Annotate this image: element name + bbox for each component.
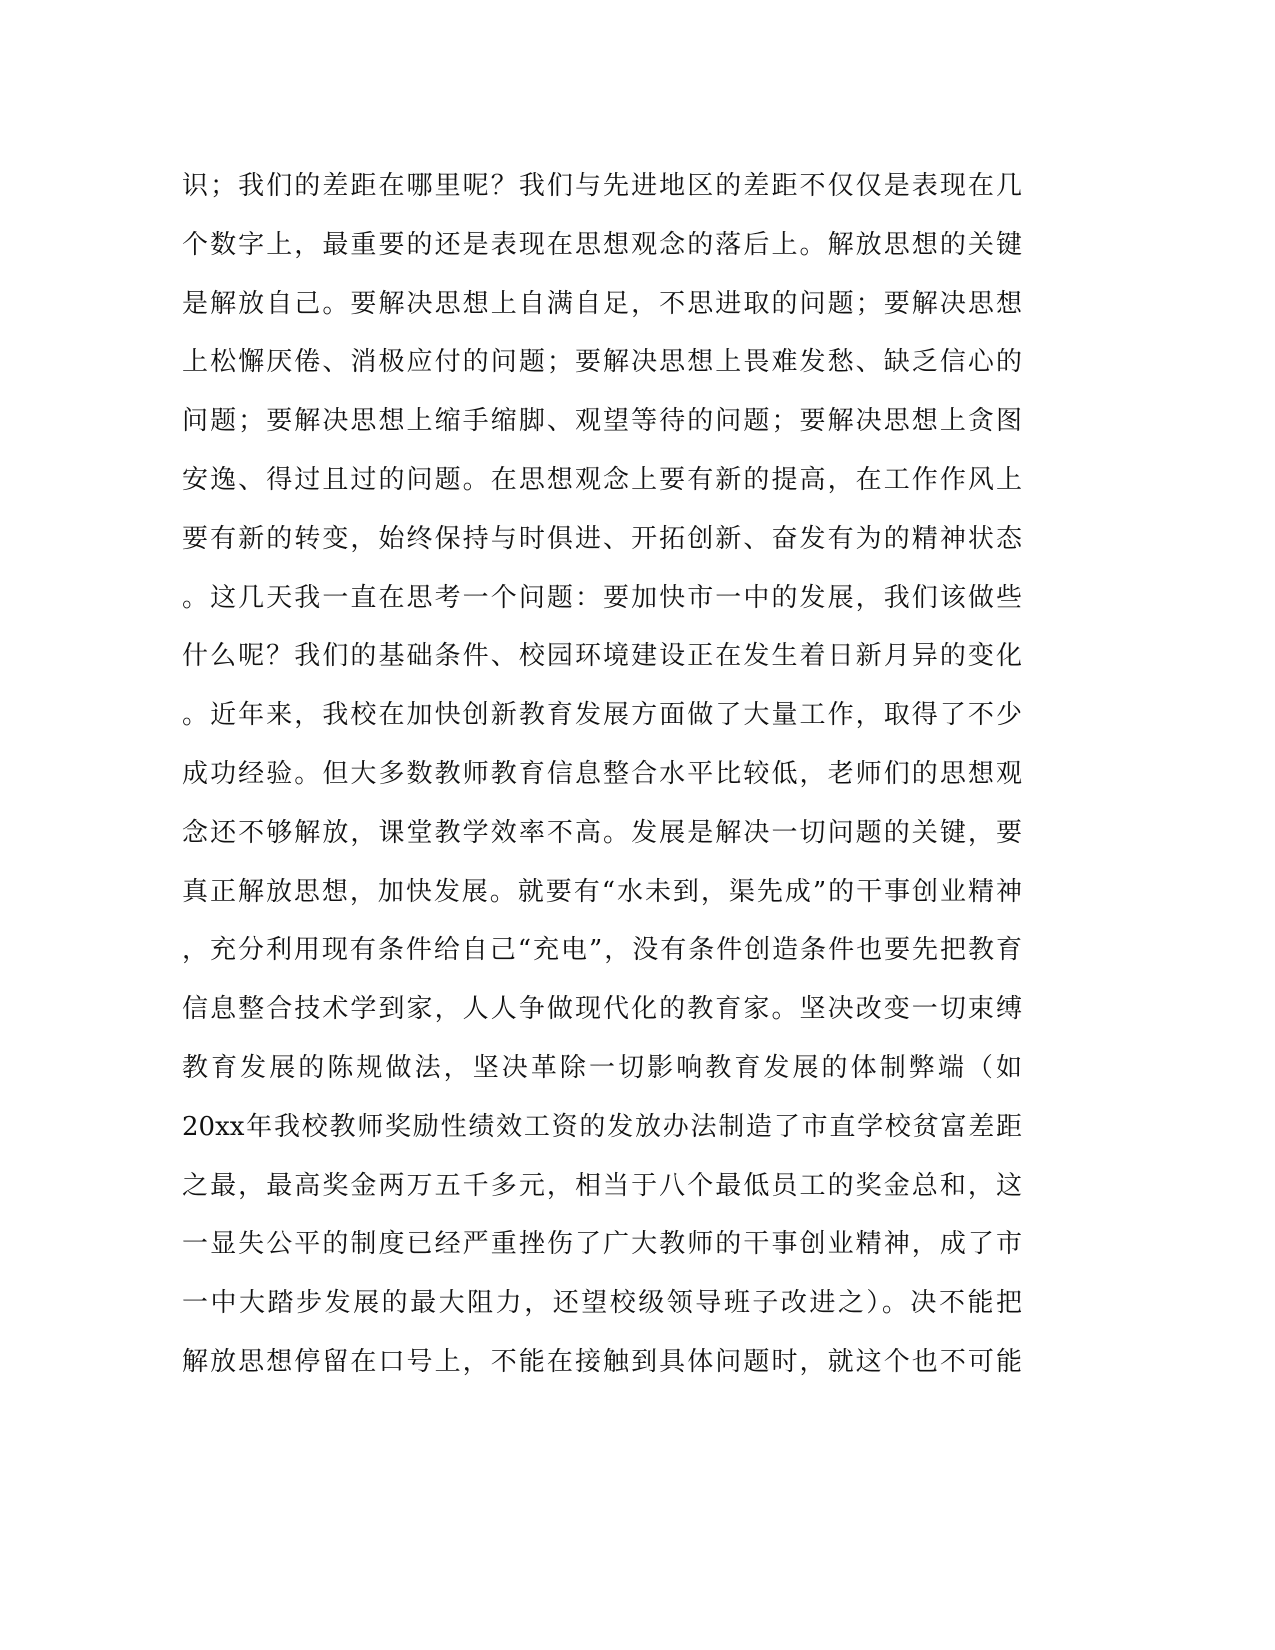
text-line-1: 识；我们的差距在哪里呢？我们与先进地区的差距不仅仅是表现在几	[182, 171, 1022, 201]
text-line-13: 真正解放思想，加快发展。就要有“水未到，渠先成”的干事创业精神	[182, 876, 1022, 907]
text-line-9: 什么呢？我们的基础条件、校园环境建设正在发生着日新月异的变化	[182, 641, 1022, 672]
text-line-5: 问题；要解决思想上缩手缩脚、观望等待的问题；要解决思想上贪图	[182, 406, 1022, 437]
text-line-8: 。这几天我一直在思考一个问题：要加快市一中的发展，我们该做些	[182, 582, 1022, 613]
text-line-12: 念还不够解放，课堂教学效率不高。发展是解决一切问题的关键，要	[182, 817, 1022, 848]
text-line-16: 教育发展的陈规做法，坚决革除一切影响教育发展的体制弊端（如	[182, 1052, 1022, 1083]
text-line-4: 上松懈厌倦、消极应付的问题；要解决思想上畏难发愁、缺乏信心的	[182, 347, 1022, 378]
text-line-14: ，充分利用现有条件给自己“充电”，没有条件创造条件也要先把教育	[182, 935, 1022, 966]
text-line-11: 成功经验。但大多数教师教育信息整合水平比较低，老师们的思想观	[182, 758, 1022, 789]
text-line-10: 。近年来，我校在加快创新教育发展方面做了大量工作，取得了不少	[182, 700, 1022, 731]
text-line-17: 20xx年我校教师奖励性绩效工资的发放办法制造了市直学校贫富差距	[182, 1111, 1022, 1142]
text-line-15: 信息整合技术学到家，人人争做现代化的教育家。坚决改变一切束缚	[182, 994, 1022, 1025]
text-line-21: 解放思想停留在口号上，不能在接触到具体问题时，就这个也不可能	[182, 1346, 1022, 1377]
text-line-20: 一中大踏步发展的最大阻力，还望校级领导班子改进之）。决不能把	[182, 1288, 1022, 1319]
text-line-7: 要有新的转变，始终保持与时俱进、开拓创新、奋发有为的精神状态	[182, 523, 1022, 554]
text-line-6: 安逸、得过且过的问题。在思想观念上要有新的提高，在工作作风上	[182, 464, 1022, 495]
text-line-18: 之最，最高奖金两万五千多元，相当于八个最低员工的奖金总和，这	[182, 1170, 1022, 1201]
body-text	[182, 157, 1022, 1392]
text-line-3: 是解放自己。要解决思想上自满自足，不思进取的问题；要解决思想	[182, 288, 1022, 319]
text-line-19: 一显失公平的制度已经严重挫伤了广大教师的干事创业精神，成了市	[182, 1229, 1022, 1260]
text-line-2: 个数字上，最重要的还是表现在思想观念的落后上。解放思想的关键	[182, 229, 1022, 260]
